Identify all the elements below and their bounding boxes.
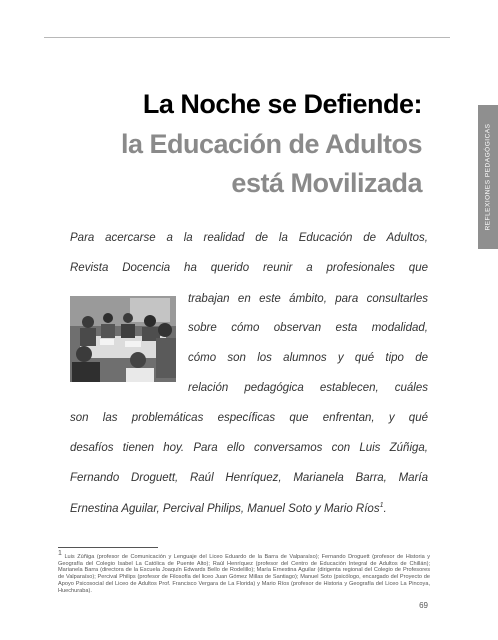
- side-tab-label: REFLEXIONES PEDAGÓGICAS: [484, 123, 492, 231]
- intro-line: Fernando Droguett, Raúl Henríquez, Marianela Barra, María: [70, 472, 428, 484]
- top-rule: [44, 37, 450, 38]
- meeting-photo: [70, 296, 176, 382]
- footnote-rule: [58, 547, 158, 548]
- footnote-ref: 1: [379, 502, 384, 509]
- intro-line: trabajan en este ámbito, para consultarles: [188, 293, 428, 305]
- intro-line: cómo son los alumnos y qué tipo de: [188, 352, 428, 364]
- intro-line: desafíos tienen hoy. Para ello conversamos con Luis Zúñiga,: [70, 442, 428, 454]
- section-side-tab: [478, 105, 498, 249]
- intro-line: son las problemáticas específicas que enfrentan, y qué: [70, 412, 428, 424]
- page-number: 69: [419, 601, 428, 610]
- footnote-text: Luis Zúñiga (profesor de Comunicación y Lenguaje del Liceo Eduardo de la Barra de Valparaíso); Fernando Droguett (profesor de Historia y Geografía del Colegio Isabel La Católica de Puente Alto); Raúl Henríquez (profesor del Centro de Educación Integral de Adultos de Chillán); Marianela Barra (directora de la Escuela Joaquín Edwards Bello de Rodelillo); María Ernestina Aguilar (dirigenta regional del Colegio de Profesores de Valparaíso); Percival Philips (profesor de Filosofía del liceo Juan Gómez Millas de Santiago); Manuel Soto (psicólogo, encargado del Proyecto de Apoyo Psicosocial del Liceo de Adultos Prof. Francisco Vergara de La Florida) y Mario Ríos (profesor de Historia y Geografía del Liceo La Pincoya, Huechuraba).: [58, 553, 430, 594]
- intro-line: Revista Docencia ha querido reunir a profesionales que: [70, 262, 428, 274]
- intro-line-last: Ernestina Aguilar, Percival Philips, Manuel Soto y Mario Ríos$^1$.: [70, 502, 387, 515]
- intro-line: relación pedagógica establecen, cuáles: [188, 382, 428, 394]
- intro-line-text: Ernestina Aguilar, Percival Philips, Manuel Soto y Mario Ríos: [70, 502, 380, 515]
- footnote: [58, 551, 430, 595]
- title-line-2: la Educación de Adultos: [120, 129, 422, 159]
- intro-line: sobre cómo observan esta modalidad,: [188, 322, 428, 334]
- title-line-3: está Movilizada: [231, 168, 422, 198]
- intro-line: Para acercarse a la realidad de la Educación de Adultos,: [70, 232, 428, 244]
- footnote-marker: 1: [58, 550, 62, 557]
- meeting-photo-illustration: [70, 296, 176, 382]
- title-line-1: La Noche se Defiende:: [142, 89, 422, 119]
